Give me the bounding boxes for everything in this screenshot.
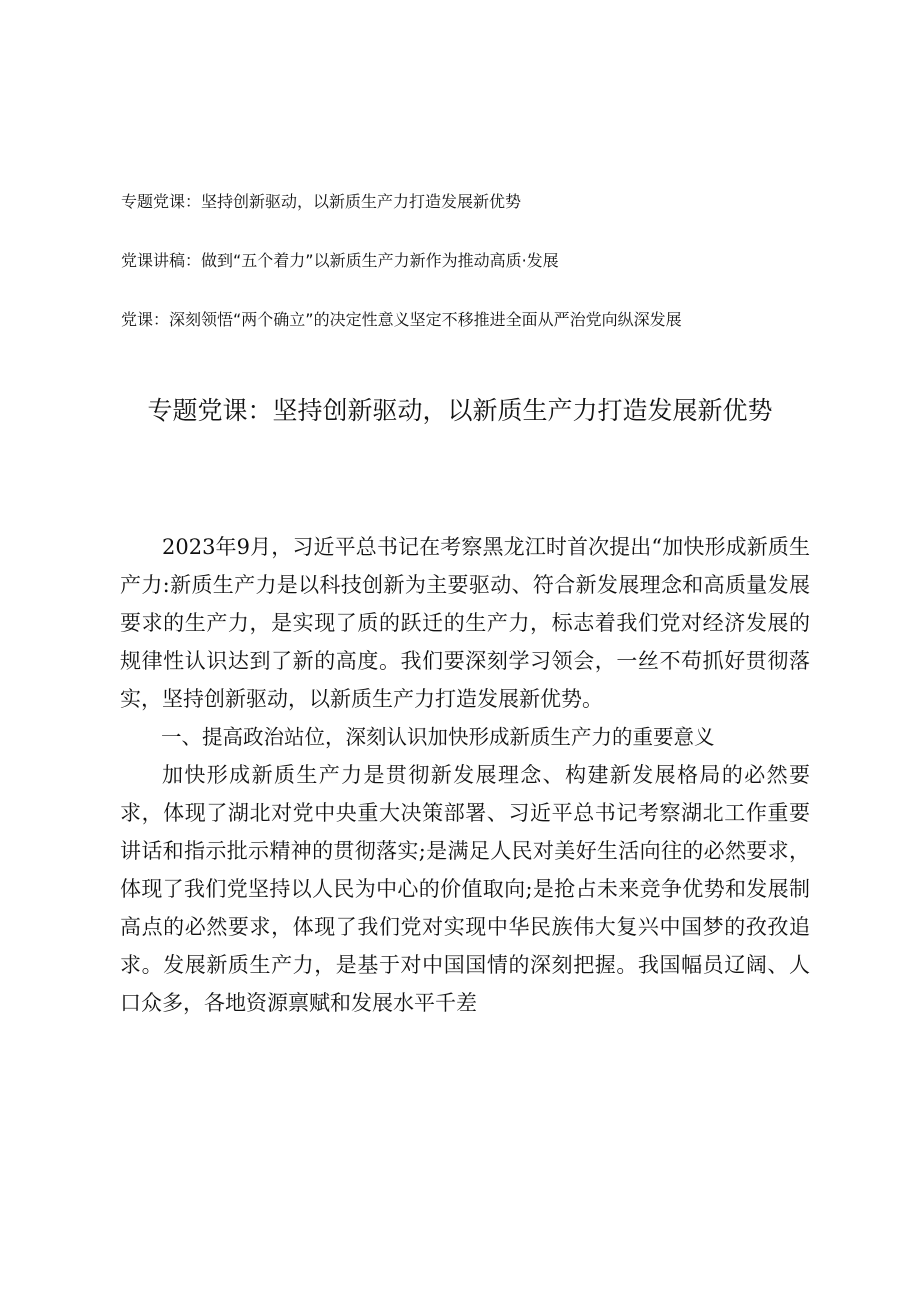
related-title-1: 专题党课：坚持创新驱动，以新质生产力打造发展新优势 [121,192,522,211]
document-body [120,528,810,1022]
paragraph-intro: 2023年9月，习近平总书记在考察黑龙江时首次提出“加快形成新质生产力:新质生产力是以科技创新为主要驱动、符合新发展理念和高质量发展要求的生产力，是实现了质的跃迁的生产力，标志着我们党对经济发展的规律性认识达到了新的高度。我们要深刻学习领会，一丝不苟抓好贯彻落实，坚持创新驱动，以新质生产力打造发展新优势。 [120,535,810,711]
related-title-3: 党课：深刻领悟“两个确立”的决定性意义坚定不移推进全面从严治党向纵深发展 [121,310,682,329]
related-title-2: 党课讲稿：做到“五个着力”以新质生产力新作为推动高质·发展 [121,251,559,270]
related-titles-list [121,188,821,334]
paragraph-section-1: 加快形成新质生产力是贯彻新发展理念、构建新发展格局的必然要求，体现了湖北对党中央重大决策部署、习近平总书记考察湖北工作重要讲话和指示批示精神的贯彻落实;是满足人民对美好生活向往的必然要求，体现了我们党坚持以人民为中心的价值取向;是抢占未来竞争优势和发展制高点的必然要求，体现了我们党对实现中华民族伟大复兴中国梦的孜孜追求。发展新质生产力，是基于对中国国情的深刻把握。我国幅员辽阔、人口众多，各地资源禀赋和发展水平千差 [120,763,810,1015]
section-heading-1: 一、提高政治站位，深刻认识加快形成新质生产力的重要意义 [161,725,715,749]
document-title: 专题党课：坚持创新驱动，以新质生产力打造发展新优势 [147,396,773,425]
